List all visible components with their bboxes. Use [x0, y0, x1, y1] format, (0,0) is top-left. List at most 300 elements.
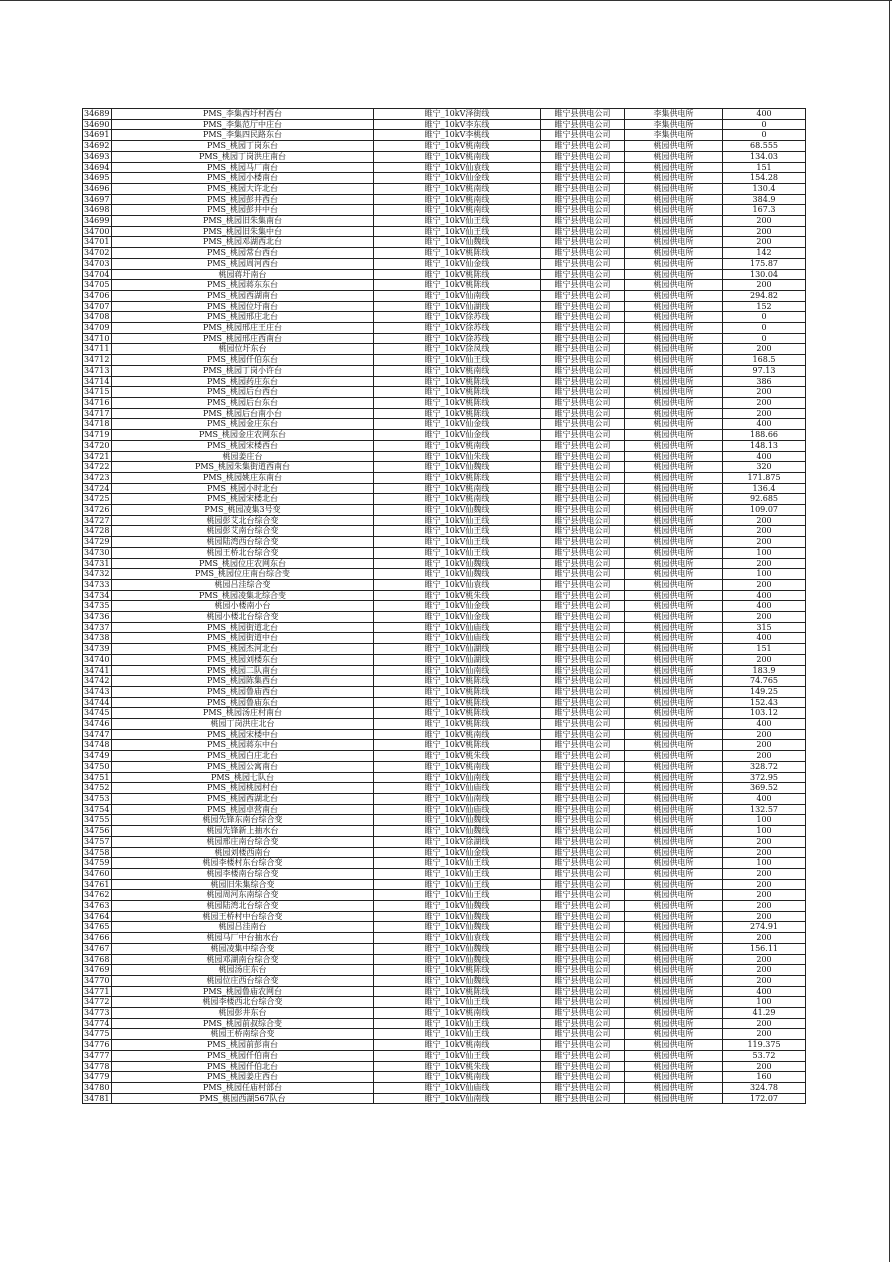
station-name-cell: PMS_桃园后台东台 — [112, 397, 374, 408]
table-row — [83, 558, 806, 569]
supply-station-cell: 桃园供电所 — [625, 494, 723, 505]
supply-station-cell: 桃园供电所 — [625, 526, 723, 537]
feeder-line-cell: 睢宁_10kV仙金线 — [374, 612, 541, 623]
station-name-cell: PMS_桃园小楼南台 — [112, 173, 374, 184]
feeder-line-cell: 睢宁_10kV桃陈线 — [374, 280, 541, 291]
table-row — [83, 761, 806, 772]
supply-station-cell: 桃园供电所 — [625, 708, 723, 719]
feeder-line-cell: 睢宁_10kV仙南线 — [374, 665, 541, 676]
row-id-cell: 34719 — [83, 430, 112, 441]
capacity-cell: 400 — [723, 109, 806, 120]
supply-station-cell: 桃园供电所 — [625, 333, 723, 344]
table-row — [83, 633, 806, 644]
company-cell: 睢宁县供电公司 — [541, 312, 625, 323]
company-cell: 睢宁县供电公司 — [541, 847, 625, 858]
station-name-cell: PMS_桃园彭井西台 — [112, 194, 374, 205]
supply-station-cell: 桃园供电所 — [625, 194, 723, 205]
table-row — [83, 183, 806, 194]
capacity-cell: 0 — [723, 119, 806, 130]
table-row — [83, 397, 806, 408]
supply-station-cell: 桃园供电所 — [625, 151, 723, 162]
supply-station-cell: 桃园供电所 — [625, 183, 723, 194]
row-id-cell: 34748 — [83, 740, 112, 751]
company-cell: 睢宁县供电公司 — [541, 943, 625, 954]
supply-station-cell: 桃园供电所 — [625, 954, 723, 965]
company-cell: 睢宁县供电公司 — [541, 729, 625, 740]
capacity-cell: 154.28 — [723, 173, 806, 184]
company-cell: 睢宁县供电公司 — [541, 590, 625, 601]
capacity-cell: 328.72 — [723, 761, 806, 772]
feeder-line-cell: 睢宁_10kV徐苏线 — [374, 333, 541, 344]
supply-station-cell: 桃园供电所 — [625, 376, 723, 387]
feeder-line-cell: 睢宁_10kV仙魏线 — [374, 558, 541, 569]
row-id-cell: 34777 — [83, 1050, 112, 1061]
row-id-cell: 34721 — [83, 451, 112, 462]
table-row — [83, 847, 806, 858]
table-row — [83, 376, 806, 387]
supply-station-cell: 桃园供电所 — [625, 633, 723, 644]
table-row — [83, 965, 806, 976]
supply-station-cell: 桃园供电所 — [625, 141, 723, 152]
feeder-line-cell: 睢宁_10kV仙王线 — [374, 1050, 541, 1061]
capacity-cell: 294.82 — [723, 290, 806, 301]
table-row — [83, 815, 806, 826]
station-name-cell: 桃园李楼村东台综合变 — [112, 858, 374, 869]
row-id-cell: 34723 — [83, 472, 112, 483]
table-row — [83, 783, 806, 794]
row-id-cell: 34725 — [83, 494, 112, 505]
company-cell: 睢宁县供电公司 — [541, 355, 625, 366]
station-name-cell: PMS_桃园鲁庙农网台 — [112, 986, 374, 997]
station-name-cell: PMS_桃园邓湖西北台 — [112, 237, 374, 248]
supply-station-cell: 桃园供电所 — [625, 847, 723, 858]
company-cell: 睢宁县供电公司 — [541, 975, 625, 986]
supply-station-cell: 桃园供电所 — [625, 365, 723, 376]
company-cell: 睢宁县供电公司 — [541, 226, 625, 237]
table-body — [83, 109, 806, 1104]
row-id-cell: 34731 — [83, 558, 112, 569]
row-id-cell: 34769 — [83, 965, 112, 976]
supply-station-cell: 桃园供电所 — [625, 1050, 723, 1061]
feeder-line-cell: 睢宁_10kV仙魏线 — [374, 569, 541, 580]
station-name-cell: PMS_桃园西湖567队台 — [112, 1093, 374, 1104]
capacity-cell: 148.13 — [723, 440, 806, 451]
capacity-cell: 200 — [723, 740, 806, 751]
company-cell: 睢宁县供电公司 — [541, 676, 625, 687]
table-row — [83, 269, 806, 280]
station-name-cell: PMS_桃园公寓南台 — [112, 761, 374, 772]
row-id-cell: 34751 — [83, 772, 112, 783]
company-cell: 睢宁县供电公司 — [541, 772, 625, 783]
row-id-cell: 34729 — [83, 537, 112, 548]
station-name-cell: PMS_桃园仟伯南台 — [112, 1050, 374, 1061]
row-id-cell: 34744 — [83, 697, 112, 708]
row-id-cell: 34745 — [83, 708, 112, 719]
company-cell: 睢宁县供电公司 — [541, 387, 625, 398]
feeder-line-cell: 睢宁_10kV仙金线 — [374, 258, 541, 269]
table-row — [83, 301, 806, 312]
feeder-line-cell: 睢宁_10kV仙南线 — [374, 1093, 541, 1104]
table-row — [83, 868, 806, 879]
table-row — [83, 569, 806, 580]
capacity-cell: 136.4 — [723, 483, 806, 494]
capacity-cell: 200 — [723, 1018, 806, 1029]
capacity-cell: 200 — [723, 344, 806, 355]
table-row — [83, 1040, 806, 1051]
station-name-cell: 桃园王桥北台综合变 — [112, 547, 374, 558]
capacity-cell: 315 — [723, 622, 806, 633]
feeder-line-cell: 睢宁_10kV桃陈线 — [374, 408, 541, 419]
table-row — [83, 975, 806, 986]
feeder-line-cell: 睢宁_10kV仙湖线 — [374, 301, 541, 312]
table-row — [83, 740, 806, 751]
station-name-cell: PMS_桃园姚庄东南台 — [112, 472, 374, 483]
station-name-cell: PMS_桃园金庄东台 — [112, 419, 374, 430]
supply-station-cell: 桃园供电所 — [625, 355, 723, 366]
capacity-cell: 200 — [723, 216, 806, 227]
capacity-cell: 0 — [723, 333, 806, 344]
row-id-cell: 34775 — [83, 1029, 112, 1040]
capacity-cell: 200 — [723, 579, 806, 590]
station-name-cell: 桃园小楼北台综合变 — [112, 612, 374, 623]
supply-station-cell: 桃园供电所 — [625, 430, 723, 441]
company-cell: 睢宁县供电公司 — [541, 858, 625, 869]
company-cell: 睢宁县供电公司 — [541, 697, 625, 708]
supply-station-cell: 桃园供电所 — [625, 216, 723, 227]
company-cell: 睢宁县供电公司 — [541, 483, 625, 494]
table-row — [83, 312, 806, 323]
station-name-cell: PMS_桃园白庄北台 — [112, 751, 374, 762]
table-row — [83, 943, 806, 954]
capacity-cell: 200 — [723, 558, 806, 569]
company-cell: 睢宁县供电公司 — [541, 761, 625, 772]
capacity-cell: 149.25 — [723, 686, 806, 697]
table-row — [83, 997, 806, 1008]
company-cell: 睢宁县供电公司 — [541, 537, 625, 548]
company-cell: 睢宁县供电公司 — [541, 1093, 625, 1104]
station-name-cell: PMS_桃园药庄东台 — [112, 376, 374, 387]
supply-station-cell: 李集供电所 — [625, 130, 723, 141]
capacity-cell: 400 — [723, 451, 806, 462]
station-name-cell: 桃园小楼南小台 — [112, 601, 374, 612]
table-row — [83, 141, 806, 152]
company-cell: 睢宁县供电公司 — [541, 1072, 625, 1083]
feeder-line-cell: 睢宁_10kV仙魏线 — [374, 922, 541, 933]
row-id-cell: 34689 — [83, 109, 112, 120]
company-cell: 睢宁县供电公司 — [541, 558, 625, 569]
supply-station-cell: 桃园供电所 — [625, 697, 723, 708]
table-row — [83, 836, 806, 847]
table-row — [83, 226, 806, 237]
supply-station-cell: 桃园供电所 — [625, 1040, 723, 1051]
supply-station-cell: 桃园供电所 — [625, 472, 723, 483]
company-cell: 睢宁县供电公司 — [541, 826, 625, 837]
company-cell: 睢宁县供电公司 — [541, 911, 625, 922]
company-cell: 睢宁县供电公司 — [541, 751, 625, 762]
capacity-cell: 53.72 — [723, 1050, 806, 1061]
row-id-cell: 34720 — [83, 440, 112, 451]
feeder-line-cell: 睢宁_10kV桃南线 — [374, 729, 541, 740]
company-cell: 睢宁县供电公司 — [541, 130, 625, 141]
row-id-cell: 34738 — [83, 633, 112, 644]
supply-station-cell: 桃园供电所 — [625, 815, 723, 826]
feeder-line-cell: 睢宁_10kV桃陈线 — [374, 676, 541, 687]
row-id-cell: 34694 — [83, 162, 112, 173]
supply-station-cell: 桃园供电所 — [625, 943, 723, 954]
supply-station-cell: 桃园供电所 — [625, 226, 723, 237]
supply-station-cell: 桃园供电所 — [625, 440, 723, 451]
supply-station-cell: 桃园供电所 — [625, 761, 723, 772]
company-cell: 睢宁县供电公司 — [541, 1082, 625, 1093]
supply-station-cell: 桃园供电所 — [625, 269, 723, 280]
capacity-cell: 103.12 — [723, 708, 806, 719]
feeder-line-cell: 睢宁_10kV桃朱线 — [374, 1061, 541, 1072]
station-name-cell: PMS_桃园桃园村台 — [112, 783, 374, 794]
table-row — [83, 151, 806, 162]
station-name-cell: PMS_桃园西湖北台 — [112, 794, 374, 805]
capacity-cell: 175.87 — [723, 258, 806, 269]
company-cell: 睢宁县供电公司 — [541, 1029, 625, 1040]
table-row — [83, 986, 806, 997]
feeder-line-cell: 睢宁_10kV仙王线 — [374, 226, 541, 237]
supply-station-cell: 桃园供电所 — [625, 997, 723, 1008]
supply-station-cell: 桃园供电所 — [625, 826, 723, 837]
company-cell: 睢宁县供电公司 — [541, 868, 625, 879]
company-cell: 睢宁县供电公司 — [541, 494, 625, 505]
supply-station-cell: 桃园供电所 — [625, 804, 723, 815]
capacity-cell: 200 — [723, 654, 806, 665]
capacity-cell: 200 — [723, 408, 806, 419]
company-cell: 睢宁县供电公司 — [541, 986, 625, 997]
supply-station-cell: 桃园供电所 — [625, 397, 723, 408]
station-name-cell: 桃园蒋圩南台 — [112, 269, 374, 280]
feeder-line-cell: 睢宁_10kV桃陈线 — [374, 387, 541, 398]
capacity-cell: 200 — [723, 847, 806, 858]
capacity-cell: 369.52 — [723, 783, 806, 794]
capacity-cell: 151 — [723, 162, 806, 173]
station-name-cell: PMS_桃园邢庄北台 — [112, 312, 374, 323]
supply-station-cell: 桃园供电所 — [625, 258, 723, 269]
capacity-cell: 200 — [723, 612, 806, 623]
feeder-line-cell: 睢宁_10kV仙朱线 — [374, 451, 541, 462]
row-id-cell: 34746 — [83, 719, 112, 730]
table-row — [83, 1008, 806, 1019]
supply-station-cell: 桃园供电所 — [625, 483, 723, 494]
station-name-cell: PMS_桃园凌集3号变 — [112, 505, 374, 516]
capacity-cell: 200 — [723, 237, 806, 248]
station-name-cell: 桃园姜庄台 — [112, 451, 374, 462]
table-row — [83, 333, 806, 344]
table-row — [83, 644, 806, 655]
feeder-line-cell: 睢宁_10kV桃陈线 — [374, 740, 541, 751]
supply-station-cell: 桃园供电所 — [625, 933, 723, 944]
company-cell: 睢宁县供电公司 — [541, 622, 625, 633]
company-cell: 睢宁县供电公司 — [541, 216, 625, 227]
capacity-cell: 100 — [723, 547, 806, 558]
table-row — [83, 708, 806, 719]
capacity-cell: 0 — [723, 323, 806, 334]
company-cell: 睢宁县供电公司 — [541, 141, 625, 152]
station-name-cell: 桃园王桥南综合变 — [112, 1029, 374, 1040]
table-row — [83, 537, 806, 548]
table-row — [83, 451, 806, 462]
row-id-cell: 34699 — [83, 216, 112, 227]
feeder-line-cell: 睢宁_10kV仙王线 — [374, 868, 541, 879]
station-name-cell: PMS_桃园二队南台 — [112, 665, 374, 676]
row-id-cell: 34704 — [83, 269, 112, 280]
station-name-cell: PMS_李集范厅中庄台 — [112, 119, 374, 130]
station-name-cell: PMS_桃园常台西台 — [112, 248, 374, 259]
station-name-cell: 桃园邓湖南台综合变 — [112, 954, 374, 965]
feeder-line-cell: 睢宁_10kV仙王线 — [374, 355, 541, 366]
row-id-cell: 34743 — [83, 686, 112, 697]
supply-station-cell: 桃园供电所 — [625, 901, 723, 912]
company-cell: 睢宁县供电公司 — [541, 922, 625, 933]
row-id-cell: 34773 — [83, 1008, 112, 1019]
company-cell: 睢宁县供电公司 — [541, 644, 625, 655]
supply-station-cell: 桃园供电所 — [625, 890, 723, 901]
capacity-cell: 172.07 — [723, 1093, 806, 1104]
company-cell: 睢宁县供电公司 — [541, 237, 625, 248]
station-name-cell: PMS_李集西圩村西台 — [112, 109, 374, 120]
feeder-line-cell: 睢宁_10kV仙王线 — [374, 1018, 541, 1029]
row-id-cell: 34774 — [83, 1018, 112, 1029]
feeder-line-cell: 睢宁_10kV仙魏线 — [374, 462, 541, 473]
right-border-rule — [889, 0, 890, 1262]
station-name-cell: 桃园汤庄东台 — [112, 965, 374, 976]
table-row — [83, 344, 806, 355]
row-id-cell: 34730 — [83, 547, 112, 558]
table-row — [83, 879, 806, 890]
station-name-cell: 桃园位庄西台综合变 — [112, 975, 374, 986]
row-id-cell: 34768 — [83, 954, 112, 965]
table-row — [83, 933, 806, 944]
table-row — [83, 590, 806, 601]
company-cell: 睢宁县供电公司 — [541, 719, 625, 730]
supply-station-cell: 桃园供电所 — [625, 729, 723, 740]
company-cell: 睢宁县供电公司 — [541, 301, 625, 312]
station-name-cell: 桃园吕洼南台 — [112, 922, 374, 933]
capacity-cell: 130.4 — [723, 183, 806, 194]
capacity-cell: 130.04 — [723, 269, 806, 280]
station-name-cell: PMS_桃园蒋东中台 — [112, 740, 374, 751]
row-id-cell: 34733 — [83, 579, 112, 590]
feeder-line-cell: 睢宁_10kV仙王线 — [374, 890, 541, 901]
station-name-cell: PMS_桃园周河西台 — [112, 258, 374, 269]
supply-station-cell: 桃园供电所 — [625, 248, 723, 259]
table-row — [83, 622, 806, 633]
company-cell: 睢宁县供电公司 — [541, 804, 625, 815]
company-cell: 睢宁县供电公司 — [541, 954, 625, 965]
supply-station-cell: 桃园供电所 — [625, 676, 723, 687]
table-row — [83, 1072, 806, 1083]
supply-station-cell: 桃园供电所 — [625, 975, 723, 986]
station-name-cell: 桃园周河东南综合变 — [112, 890, 374, 901]
station-name-cell: PMS_桃园位庄南台综合变 — [112, 569, 374, 580]
row-id-cell: 34741 — [83, 665, 112, 676]
feeder-line-cell: 睢宁_10kV仙王线 — [374, 997, 541, 1008]
capacity-cell: 200 — [723, 836, 806, 847]
supply-station-cell: 桃园供电所 — [625, 515, 723, 526]
capacity-cell: 0 — [723, 130, 806, 141]
capacity-cell: 400 — [723, 986, 806, 997]
table-row — [83, 248, 806, 259]
table-row — [83, 729, 806, 740]
row-id-cell: 34754 — [83, 804, 112, 815]
station-name-cell: 桃园凌集中综合变 — [112, 943, 374, 954]
feeder-line-cell: 睢宁_10kV仙王线 — [374, 515, 541, 526]
supply-station-cell: 桃园供电所 — [625, 965, 723, 976]
capacity-cell: 200 — [723, 933, 806, 944]
row-id-cell: 34712 — [83, 355, 112, 366]
feeder-line-cell: 睢宁_10kV仙魏线 — [374, 505, 541, 516]
station-name-cell: PMS_桃园姜庄西台 — [112, 1072, 374, 1083]
capacity-cell: 109.07 — [723, 505, 806, 516]
company-cell: 睢宁县供电公司 — [541, 173, 625, 184]
capacity-cell: 100 — [723, 826, 806, 837]
station-name-cell: 桃园陆湾西台综合变 — [112, 537, 374, 548]
company-cell: 睢宁县供电公司 — [541, 323, 625, 334]
feeder-line-cell: 睢宁_10kV桃南线 — [374, 761, 541, 772]
supply-station-cell: 桃园供电所 — [625, 408, 723, 419]
capacity-cell: 171.875 — [723, 472, 806, 483]
feeder-line-cell: 睢宁_10kV仙魏线 — [374, 954, 541, 965]
station-name-cell: PMS_桃园七队台 — [112, 772, 374, 783]
capacity-cell: 200 — [723, 965, 806, 976]
row-id-cell: 34703 — [83, 258, 112, 269]
capacity-cell: 274.91 — [723, 922, 806, 933]
capacity-cell: 200 — [723, 879, 806, 890]
feeder-line-cell: 睢宁_10kV桃南线 — [374, 1040, 541, 1051]
row-id-cell: 34715 — [83, 387, 112, 398]
table-row — [83, 119, 806, 130]
table-row — [83, 772, 806, 783]
row-id-cell: 34709 — [83, 323, 112, 334]
table-row — [83, 216, 806, 227]
supply-station-cell: 桃园供电所 — [625, 1082, 723, 1093]
supply-station-cell: 桃园供电所 — [625, 312, 723, 323]
table-row — [83, 547, 806, 558]
company-cell: 睢宁县供电公司 — [541, 151, 625, 162]
feeder-line-cell: 睢宁_10kV仙庙线 — [374, 1082, 541, 1093]
station-name-cell: PMS_桃园街道北台 — [112, 622, 374, 633]
company-cell: 睢宁县供电公司 — [541, 183, 625, 194]
supply-station-cell: 桃园供电所 — [625, 986, 723, 997]
feeder-line-cell: 睢宁_10kV仙魏线 — [374, 911, 541, 922]
company-cell: 睢宁县供电公司 — [541, 109, 625, 120]
feeder-line-cell: 睢宁_10kV桃南线 — [374, 151, 541, 162]
company-cell: 睢宁县供电公司 — [541, 1018, 625, 1029]
station-name-cell: PMS_桃园凌集北综合变 — [112, 590, 374, 601]
table-row — [83, 162, 806, 173]
supply-station-cell: 桃园供电所 — [625, 387, 723, 398]
capacity-cell: 400 — [723, 590, 806, 601]
station-name-cell: PMS_桃园卓营南台 — [112, 804, 374, 815]
supply-station-cell: 桃园供电所 — [625, 772, 723, 783]
supply-station-cell: 桃园供电所 — [625, 858, 723, 869]
company-cell: 睢宁县供电公司 — [541, 376, 625, 387]
station-name-cell: PMS_桃园前彭南台 — [112, 1040, 374, 1051]
row-id-cell: 34735 — [83, 601, 112, 612]
company-cell: 睢宁县供电公司 — [541, 708, 625, 719]
station-name-cell: PMS_桃园街道中台 — [112, 633, 374, 644]
table-row — [83, 1061, 806, 1072]
supply-station-cell: 桃园供电所 — [625, 612, 723, 623]
capacity-cell: 386 — [723, 376, 806, 387]
supply-station-cell: 桃园供电所 — [625, 783, 723, 794]
company-cell: 睢宁县供电公司 — [541, 740, 625, 751]
supply-station-cell: 桃园供电所 — [625, 686, 723, 697]
